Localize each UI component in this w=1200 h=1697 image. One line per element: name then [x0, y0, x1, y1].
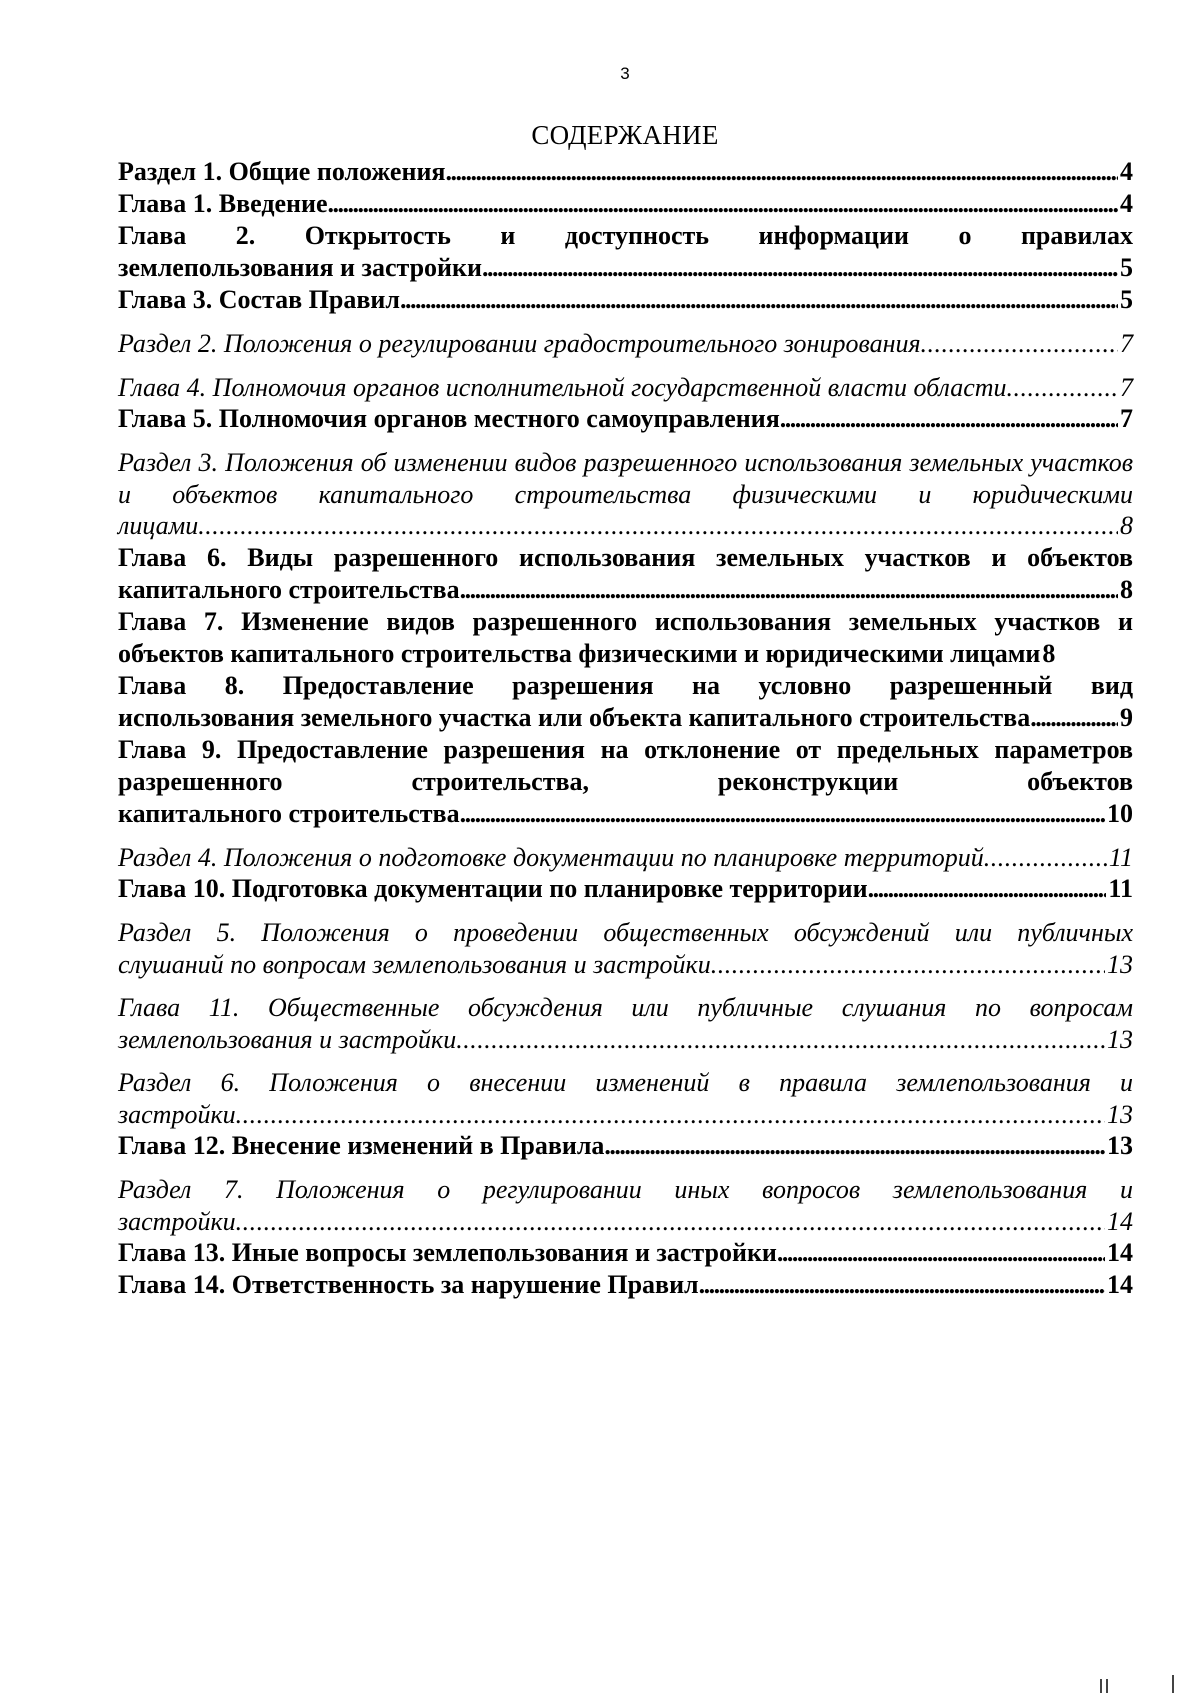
toc-entry-title: Глава 1. Введение — [118, 189, 328, 218]
toc-entry[interactable] — [118, 734, 1133, 830]
toc-leader-dots — [777, 1237, 1105, 1269]
toc-entry[interactable] — [118, 917, 1133, 980]
toc-entry-title: слушаний по вопросам землепользования и застройки — [118, 949, 711, 979]
toc-leader-dots — [236, 1099, 1105, 1131]
toc-entry-page: 4 — [1120, 189, 1133, 218]
toc-leader-dots — [460, 798, 1105, 830]
toc-entry-page: 11 — [1108, 874, 1133, 903]
toc-entry-lead: Глава 2. Открытость и доступность информации о правилах — [118, 221, 1133, 250]
toc-entry[interactable] — [118, 606, 1133, 670]
toc-entry-page: 8 — [1042, 638, 1056, 668]
toc-entry[interactable] — [118, 220, 1133, 284]
toc-entry-title: использования земельного участка или объекта капитального строительства — [118, 702, 1031, 732]
toc-leader-dots — [711, 949, 1105, 981]
toc-entry[interactable] — [118, 372, 1133, 404]
toc-entry-page: 13 — [1107, 1131, 1133, 1160]
toc-entry-title: Глава 3. Состав Правил — [118, 285, 400, 314]
toc-entry-title: Глава 12. Внесение изменений в Правила — [118, 1131, 605, 1160]
toc-entry-page: 14 — [1107, 1270, 1133, 1299]
toc-entry[interactable] — [118, 1269, 1133, 1301]
toc-entry-title: Глава 14. Ответственность за нарушение Правил — [118, 1270, 699, 1299]
toc-entry[interactable] — [118, 542, 1133, 606]
toc-entry-title: Раздел 1. Общие положения — [118, 157, 446, 186]
scan-artifact — [1106, 1679, 1108, 1693]
toc-entry-title: Глава 5. Полномочия органов местного самоуправления — [118, 404, 780, 433]
toc-entry-page: 7 — [1120, 329, 1133, 358]
toc-entry-title: застройки — [118, 1099, 236, 1129]
toc-leader-dots — [400, 284, 1118, 316]
toc-entry-title: капитального строительства — [118, 574, 460, 604]
toc-entry-page: 7 — [1120, 372, 1133, 402]
page-number: 3 — [620, 64, 630, 83]
toc-entry-title: Раздел 4. Положения о подготовке документации по планировке территорий — [118, 842, 984, 872]
toc-entry[interactable] — [118, 1130, 1133, 1162]
toc-leader-dots — [780, 403, 1118, 435]
toc-entry-lead: Глава 11. Общественные обсуждения или публичные слушания по вопросам — [118, 993, 1133, 1022]
toc-entry-page: 13 — [1107, 1024, 1133, 1054]
toc-entry-page: 5 — [1120, 253, 1133, 282]
toc-leader-dots — [446, 156, 1119, 188]
toc-entry-lead: Глава 7. Изменение видов разрешенного использования земельных участков и — [118, 606, 1133, 636]
toc-leader-dots — [482, 252, 1118, 284]
toc-leader-dots — [868, 873, 1107, 905]
toc-entry-lead: Глава 9. Предоставление разрешения на отклонение от предельных параметров разрешенного строительства, реконструкции объектов — [118, 734, 1133, 796]
toc-entry[interactable] — [118, 403, 1133, 435]
toc-leader-dots — [984, 842, 1107, 874]
toc-entry-title: землепользования и застройки — [118, 253, 482, 282]
toc-entry[interactable] — [118, 284, 1133, 316]
toc-entry-title: капитального строительства — [118, 798, 460, 828]
toc-entry-lead: Раздел 3. Положения об изменении видов разрешенного использования земельных участков и объектов капитального строительства физическими и юридическими — [118, 448, 1133, 509]
toc-leader-dots — [1007, 372, 1118, 404]
toc-entry-title: Раздел 2. Положения о регулировании градостроительного зонирования — [118, 329, 921, 358]
toc-entry-lead: Раздел 5. Положения о проведении общественных обсуждений или публичных — [118, 918, 1133, 947]
toc-entry-page: 8 — [1120, 574, 1133, 604]
toc-entry-title: Глава 13. Иные вопросы землепользования и застройки — [118, 1238, 777, 1267]
toc-entry-lead: Раздел 6. Положения о внесении изменений в правила землепользования и — [118, 1068, 1133, 1097]
toc-entry-title: Глава 10. Подготовка документации по планировке территории — [118, 874, 868, 903]
toc-entry[interactable] — [118, 873, 1133, 905]
toc-entry-page: 4 — [1120, 157, 1133, 186]
toc-entry-lead: Глава 6. Виды разрешенного использования земельных участков и объектов — [118, 542, 1133, 572]
toc-leader-dots — [699, 1269, 1105, 1301]
toc-entry[interactable] — [118, 1237, 1133, 1269]
toc-entry[interactable] — [118, 1067, 1133, 1130]
toc-entry-title: землепользования и застройки — [118, 1024, 457, 1054]
toc-leader-dots — [456, 1024, 1105, 1056]
toc-entry[interactable] — [118, 328, 1133, 360]
toc-entry-lead: Глава 8. Предоставление разрешения на условно разрешенный вид — [118, 670, 1133, 700]
toc-entry-page: 14 — [1107, 1238, 1133, 1267]
toc-leader-dots — [198, 510, 1118, 542]
toc-title: СОДЕРЖАНИЕ — [531, 120, 719, 150]
toc-entry-page: 5 — [1120, 285, 1133, 314]
toc-entry[interactable] — [118, 842, 1133, 874]
toc-entry-page: 8 — [1120, 511, 1133, 540]
toc-entry-lead: Раздел 7. Положения о регулировании иных вопросов землепользования и — [118, 1175, 1133, 1204]
scan-artifact — [1172, 1675, 1174, 1693]
toc-entry-page: 14 — [1107, 1206, 1133, 1236]
toc-entry-page: 13 — [1107, 949, 1133, 979]
toc-entry[interactable] — [118, 1174, 1133, 1237]
toc-entry-title: застройки — [118, 1206, 236, 1236]
toc-entry-page: 10 — [1107, 798, 1133, 828]
toc-entry-page: 13 — [1107, 1099, 1133, 1129]
toc-entry-title: Глава 4. Полномочия органов исполнительной государственной власти области — [118, 372, 1007, 402]
toc-entry-page: 7 — [1120, 404, 1133, 433]
table-of-contents — [118, 156, 1133, 1301]
toc-entry[interactable] — [118, 992, 1133, 1055]
toc-leader-dots — [236, 1206, 1105, 1238]
toc-entry[interactable] — [118, 188, 1133, 220]
toc-leader-dots — [460, 574, 1118, 606]
toc-entry[interactable] — [118, 670, 1133, 734]
scan-artifact — [1100, 1679, 1102, 1693]
toc-entry-title: лицами — [118, 511, 199, 540]
toc-entry-title: объектов капитального строительства физическими и юридическими лицами — [118, 638, 1041, 668]
toc-leader-dots — [921, 328, 1118, 360]
toc-leader-dots — [328, 188, 1118, 220]
toc-entry[interactable] — [118, 156, 1133, 188]
toc-entry[interactable] — [118, 447, 1133, 542]
toc-leader-dots — [1030, 702, 1118, 734]
toc-entry-page: 11 — [1108, 842, 1133, 872]
toc-leader-dots — [604, 1130, 1105, 1162]
toc-entry-page: 9 — [1120, 702, 1133, 732]
